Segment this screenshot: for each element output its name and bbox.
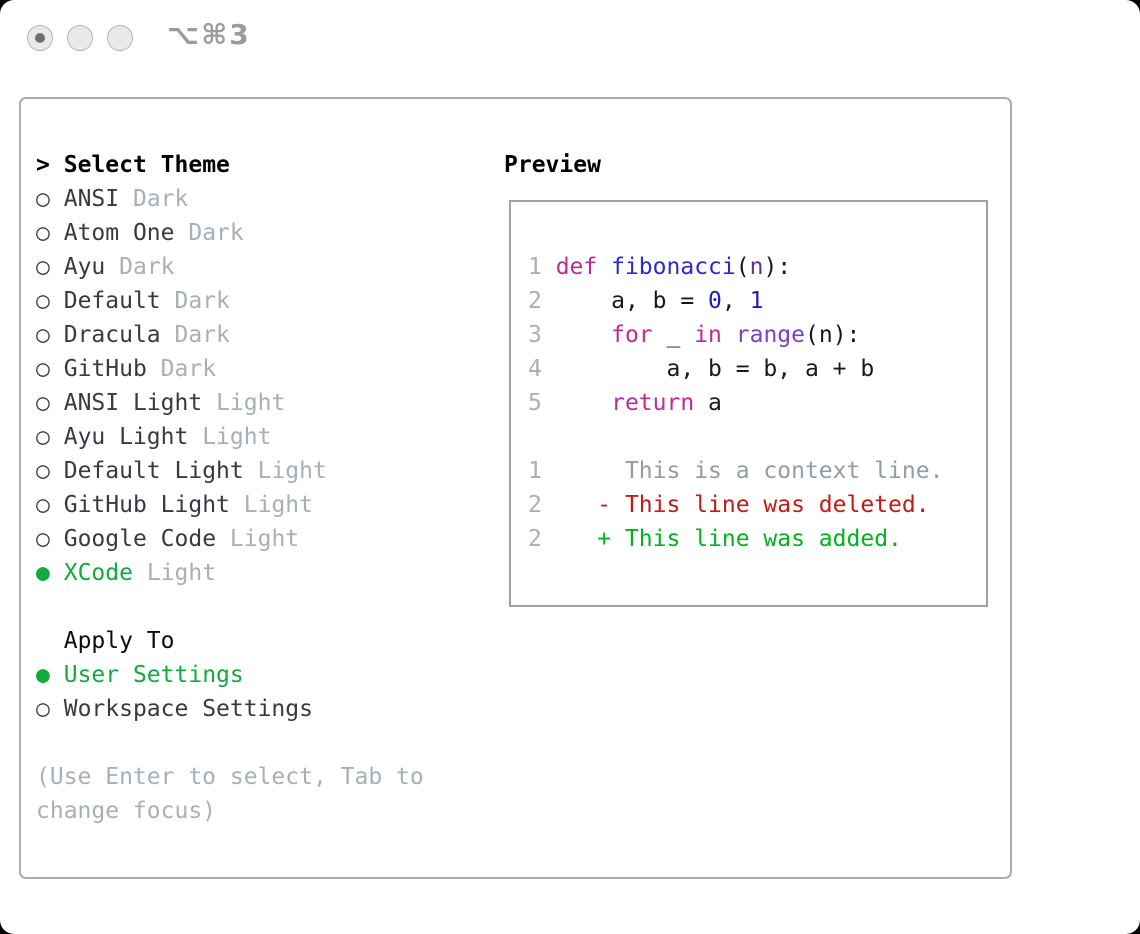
- theme-name: Dracula: [63, 322, 161, 348]
- active-window-dot-icon: [35, 33, 45, 43]
- theme-list: [36, 182, 496, 590]
- apply-to-list: [36, 658, 496, 726]
- apply-option-label: User Settings: [63, 662, 244, 688]
- radio-icon: ○: [36, 254, 50, 280]
- code-line: [528, 284, 986, 318]
- zoom-button[interactable]: [107, 25, 133, 51]
- theme-variant-badge: Dark: [160, 356, 217, 382]
- code-token: 0: [708, 288, 722, 314]
- theme-variant-badge: Dark: [132, 186, 189, 212]
- theme-item-xcode[interactable]: [36, 556, 496, 590]
- radio-icon: ○: [36, 220, 50, 246]
- code-token: def: [555, 254, 598, 280]
- code-token: [722, 322, 736, 348]
- gap: [36, 726, 496, 760]
- apply-option-workspace-settings[interactable]: [36, 692, 496, 726]
- code-line: [528, 352, 986, 386]
- close-button[interactable]: [27, 25, 53, 51]
- line-number: 3: [528, 322, 556, 348]
- line-number: 2: [528, 526, 542, 552]
- theme-item-default-light[interactable]: [36, 454, 496, 488]
- theme-name: Default Light: [63, 458, 244, 484]
- diff-line-del: [528, 488, 986, 522]
- line-number: 4: [528, 356, 556, 382]
- code-token: for: [611, 322, 653, 348]
- code-preview: [528, 250, 986, 420]
- diff-text: - This line was deleted.: [541, 492, 930, 518]
- theme-picker-panel: [19, 97, 1012, 879]
- preview-title: Preview: [504, 152, 601, 178]
- minimize-button[interactable]: [67, 25, 93, 51]
- theme-item-ansi-light[interactable]: [36, 386, 496, 420]
- code-token: [556, 390, 611, 416]
- theme-variant-badge: Dark: [119, 254, 175, 280]
- apply-to-title: Apply To: [63, 628, 175, 654]
- theme-item-ansi[interactable]: [36, 182, 496, 216]
- theme-name: Atom One: [63, 220, 175, 246]
- code-token: range: [735, 322, 805, 348]
- theme-variant-badge: Light: [257, 458, 327, 484]
- theme-name: Google Code: [63, 526, 217, 552]
- theme-variant-badge: Light: [146, 560, 217, 586]
- code-token: fibonacci: [611, 254, 736, 280]
- theme-item-github-light[interactable]: [36, 488, 496, 522]
- theme-name: GitHub Light: [63, 492, 230, 518]
- apply-option-user-settings[interactable]: [36, 658, 496, 692]
- theme-item-dracula[interactable]: [36, 318, 496, 352]
- apply-to-header: [36, 624, 496, 658]
- code-line: [528, 386, 986, 420]
- radio-icon: ○: [36, 390, 50, 416]
- radio-selected-icon: ●: [36, 662, 50, 688]
- theme-item-default[interactable]: [36, 284, 496, 318]
- radio-icon: ○: [36, 322, 50, 348]
- titlebar: [0, 0, 1140, 76]
- radio-icon: ○: [36, 458, 50, 484]
- theme-name: Default: [63, 288, 161, 314]
- theme-name: ANSI Light: [63, 390, 203, 416]
- line-number: 2: [528, 492, 542, 518]
- gap: [528, 420, 986, 454]
- theme-variant-badge: Dark: [174, 288, 230, 314]
- line-number: 1: [528, 254, 556, 280]
- radio-selected-icon: ●: [36, 560, 50, 586]
- code-token: _: [652, 322, 695, 348]
- cursor-icon: >: [36, 152, 50, 178]
- line-number: 2: [528, 288, 556, 314]
- preview-box: [509, 200, 988, 607]
- theme-item-github[interactable]: [36, 352, 496, 386]
- theme-name: Ayu: [63, 254, 106, 280]
- help-line: change focus): [36, 798, 217, 824]
- apply-option-label: Workspace Settings: [63, 696, 313, 722]
- help-text: [36, 760, 496, 828]
- menu-title: Select Theme: [63, 152, 230, 178]
- theme-menu: [36, 148, 496, 828]
- code-token: a, b =: [555, 288, 709, 314]
- keyboard-shortcut-label: ⌥⌘3: [167, 18, 251, 51]
- line-number: 1: [528, 458, 542, 484]
- code-line: [528, 250, 986, 284]
- diff-preview: [528, 454, 986, 556]
- diff-text: This is a context line.: [541, 458, 944, 484]
- radio-icon: ○: [36, 186, 50, 212]
- radio-icon: ○: [36, 424, 50, 450]
- code-token: ,: [721, 288, 750, 314]
- code-line: [528, 318, 986, 352]
- code-token: n: [749, 254, 764, 280]
- select-theme-header: [36, 148, 496, 182]
- theme-variant-badge: Light: [202, 424, 272, 450]
- theme-name: ANSI: [63, 186, 120, 212]
- theme-variant-badge: Light: [216, 390, 286, 416]
- theme-variant-badge: Dark: [174, 322, 230, 348]
- theme-variant-badge: Dark: [188, 220, 244, 246]
- indent: [36, 628, 50, 654]
- code-token: a, b = b, a + b: [555, 356, 875, 382]
- code-token: a: [694, 390, 722, 416]
- theme-variant-badge: Light: [243, 492, 313, 518]
- code-token: in: [694, 322, 722, 348]
- diff-text: + This line was added.: [541, 526, 902, 552]
- theme-item-atom-one[interactable]: [36, 216, 496, 250]
- traffic-lights: [27, 25, 133, 51]
- code-token: ):: [763, 254, 792, 280]
- theme-name: Ayu Light: [63, 424, 189, 450]
- theme-name: XCode: [63, 560, 133, 586]
- theme-item-ayu-light[interactable]: [36, 420, 496, 454]
- preview-section: [504, 148, 1004, 607]
- theme-variant-badge: Light: [229, 526, 300, 552]
- radio-icon: ○: [36, 526, 50, 552]
- code-token: return: [611, 390, 695, 416]
- diff-line-ctx: [528, 454, 986, 488]
- theme-item-google-code[interactable]: [36, 522, 496, 556]
- diff-line-add: [528, 522, 986, 556]
- code-token: [556, 322, 611, 348]
- theme-name: GitHub: [63, 356, 147, 382]
- radio-icon: ○: [36, 696, 50, 722]
- line-number: 5: [528, 390, 556, 416]
- gap: [36, 590, 496, 624]
- code-token: (n):: [805, 322, 861, 348]
- theme-item-ayu[interactable]: [36, 250, 496, 284]
- radio-icon: ○: [36, 288, 50, 314]
- code-token: (: [735, 254, 750, 280]
- code-token: 1: [749, 288, 764, 314]
- radio-icon: ○: [36, 356, 50, 382]
- help-line: (Use Enter to select, Tab to: [36, 764, 424, 790]
- radio-icon: ○: [36, 492, 50, 518]
- code-token: [597, 254, 611, 280]
